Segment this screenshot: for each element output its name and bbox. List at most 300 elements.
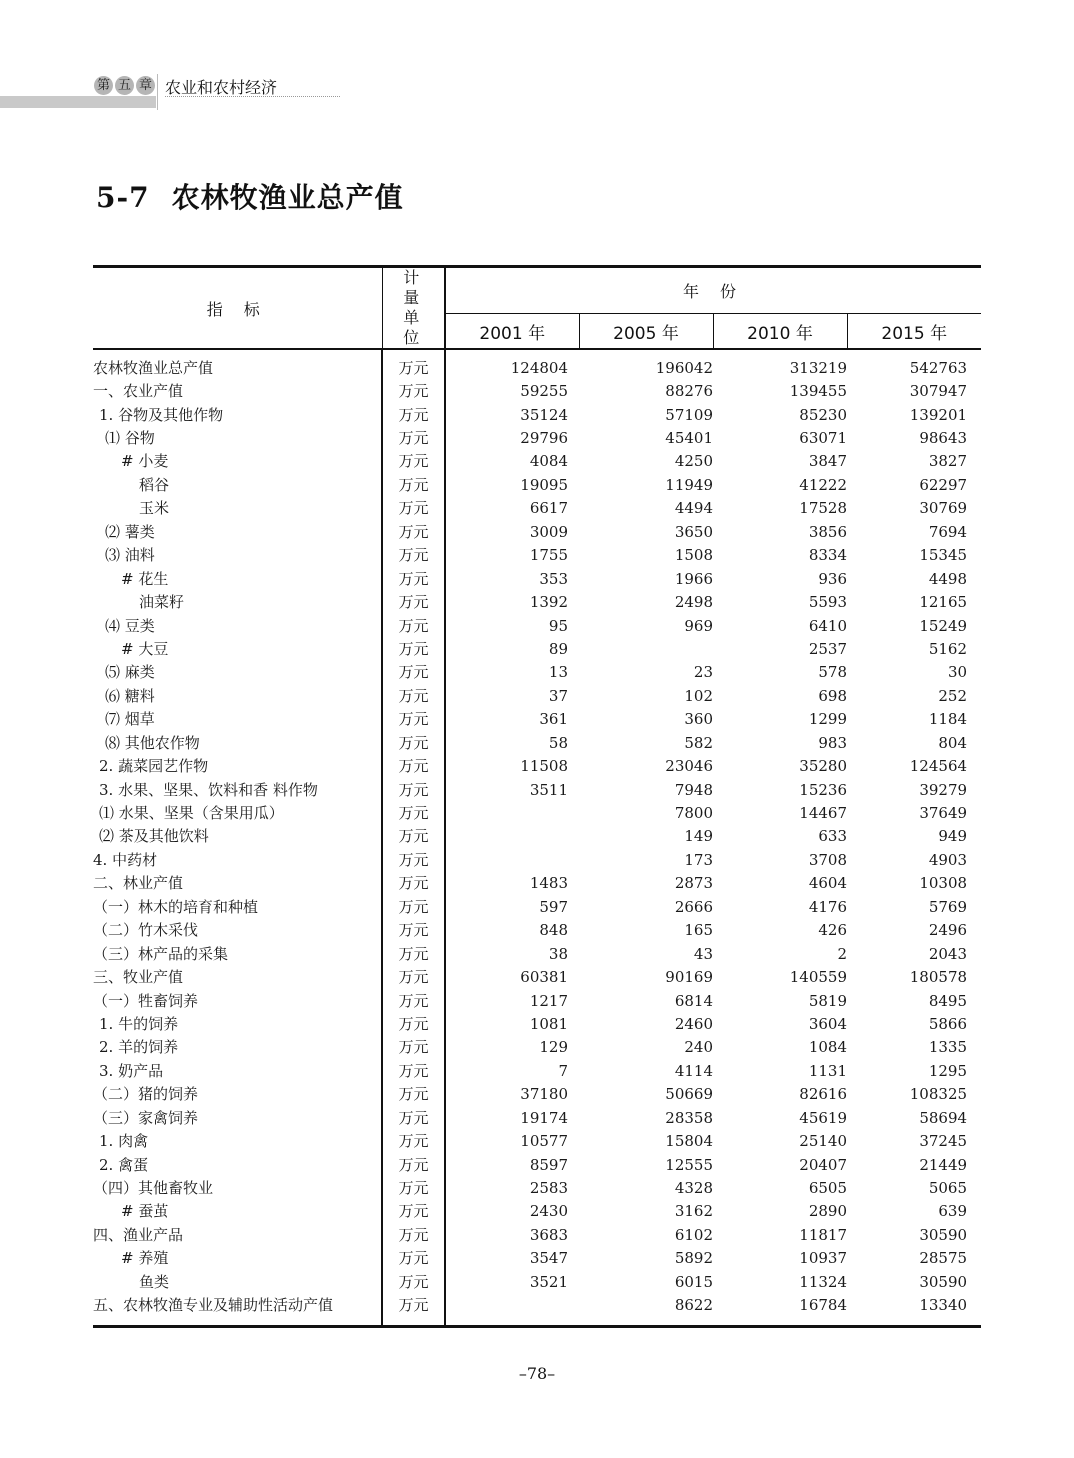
row-value: 17528 bbox=[799, 499, 847, 518]
row-value: 41222 bbox=[799, 475, 847, 494]
row-value: 45401 bbox=[665, 429, 713, 448]
row-value: 19095 bbox=[520, 475, 568, 494]
table-row bbox=[93, 497, 981, 520]
table-row bbox=[93, 1176, 981, 1199]
row-value bbox=[445, 825, 579, 848]
row-value: 3511 bbox=[529, 780, 568, 799]
row-value: 124804 bbox=[510, 358, 568, 377]
row-value: 6015 bbox=[674, 1272, 713, 1291]
row-label: 1. 牛的饲养 bbox=[99, 1014, 179, 1033]
row-unit: 万元 bbox=[382, 661, 445, 684]
row-value: 5162 bbox=[928, 639, 968, 658]
unit-header-line1: 计 量 bbox=[403, 268, 430, 307]
row-label: ⑴ 谷物 bbox=[105, 429, 155, 448]
row-value: 15804 bbox=[665, 1132, 713, 1151]
row-value: 633 bbox=[818, 827, 847, 846]
table-row bbox=[93, 848, 981, 871]
table-row bbox=[93, 426, 981, 449]
row-unit: 万元 bbox=[382, 1247, 445, 1270]
row-value: 102 bbox=[684, 686, 713, 705]
row-value: 4494 bbox=[674, 499, 713, 518]
row-value: 936 bbox=[818, 569, 847, 588]
row-value: 3827 bbox=[928, 452, 968, 471]
row-value: 23 bbox=[693, 663, 713, 682]
table-row bbox=[93, 379, 981, 402]
row-value: 361 bbox=[539, 710, 568, 729]
chapter-title: 农业和农村经济 bbox=[165, 78, 278, 97]
row-value: 969 bbox=[684, 616, 713, 635]
row-value: 4250 bbox=[674, 452, 713, 471]
row-label: ⑶ 油料 bbox=[105, 546, 155, 565]
row-unit: 万元 bbox=[382, 520, 445, 543]
row-value: 30 bbox=[947, 663, 968, 682]
row-unit: 万元 bbox=[382, 637, 445, 660]
col-header-unit bbox=[382, 267, 445, 350]
row-value: 15345 bbox=[919, 546, 968, 565]
row-value: 5892 bbox=[674, 1249, 713, 1268]
row-value: 1392 bbox=[529, 593, 568, 612]
row-value: 1508 bbox=[674, 546, 713, 565]
table-row bbox=[93, 872, 981, 895]
table-row bbox=[93, 450, 981, 473]
row-unit: 万元 bbox=[382, 1223, 445, 1246]
row-value: 2583 bbox=[529, 1179, 568, 1198]
row-label: ⑹ 糖料 bbox=[105, 686, 155, 705]
table-row bbox=[93, 708, 981, 731]
row-value: 2890 bbox=[808, 1202, 847, 1221]
row-value: 5065 bbox=[928, 1179, 968, 1198]
row-value: 2666 bbox=[674, 897, 713, 916]
row-value: 14467 bbox=[799, 804, 847, 823]
row-label: ⑷ 豆类 bbox=[105, 616, 155, 635]
row-label: 1. 谷物及其他作物 bbox=[99, 405, 224, 424]
row-value: 2537 bbox=[808, 639, 847, 658]
row-label: ⑻ 其他农作物 bbox=[105, 733, 200, 752]
row-label: （三）林产品的采集 bbox=[93, 944, 229, 963]
row-label: （二）竹木采伐 bbox=[93, 921, 199, 940]
table-row bbox=[93, 567, 981, 590]
row-value: 149 bbox=[684, 827, 713, 846]
table-row bbox=[93, 614, 981, 637]
row-unit: 万元 bbox=[382, 872, 445, 895]
row-unit: 万元 bbox=[382, 1083, 445, 1106]
table-body bbox=[93, 349, 981, 1326]
row-unit: 万元 bbox=[382, 684, 445, 707]
row-value: 582 bbox=[684, 733, 713, 752]
row-unit: 万元 bbox=[382, 942, 445, 965]
row-value: 37 bbox=[548, 686, 568, 705]
row-value: 6505 bbox=[808, 1179, 847, 1198]
row-value: 1081 bbox=[529, 1014, 568, 1033]
row-value: 37649 bbox=[919, 804, 968, 823]
row-value: 6102 bbox=[674, 1225, 713, 1244]
row-value: 3847 bbox=[808, 452, 847, 471]
row-value: 30590 bbox=[919, 1272, 968, 1291]
row-unit: 万元 bbox=[382, 848, 445, 871]
row-unit: 万元 bbox=[382, 426, 445, 449]
row-value: 1966 bbox=[674, 569, 713, 588]
row-value: 39279 bbox=[919, 780, 968, 799]
chapter-badge: 五 bbox=[115, 76, 134, 95]
col-header-year: 2015 年 bbox=[847, 314, 981, 349]
row-label: 2. 蔬菜园艺作物 bbox=[99, 757, 209, 776]
row-label: ⑵ 茶及其他饮料 bbox=[99, 827, 209, 846]
row-value: 3521 bbox=[529, 1272, 568, 1291]
row-value: 11508 bbox=[520, 757, 568, 776]
row-value: 949 bbox=[938, 827, 968, 846]
row-unit: 万元 bbox=[382, 825, 445, 848]
row-value bbox=[445, 848, 579, 871]
row-label: ⑺ 烟草 bbox=[105, 710, 155, 729]
row-label: ⑵ 薯类 bbox=[105, 522, 155, 541]
row-value: 2498 bbox=[674, 593, 713, 612]
row-value: 173 bbox=[684, 850, 713, 869]
row-value: 5819 bbox=[808, 991, 847, 1010]
row-value: 5866 bbox=[928, 1014, 968, 1033]
row-unit: 万元 bbox=[382, 1153, 445, 1176]
row-value: 1483 bbox=[529, 874, 568, 893]
row-value: 28358 bbox=[665, 1108, 713, 1127]
row-value: 848 bbox=[539, 921, 568, 940]
row-label: # 花生 bbox=[121, 569, 169, 588]
row-label: ⑸ 麻类 bbox=[105, 663, 155, 682]
row-label: 五、农林牧渔专业及辅助性活动产值 bbox=[93, 1294, 382, 1327]
row-value: 3650 bbox=[674, 522, 713, 541]
row-unit: 万元 bbox=[382, 1059, 445, 1082]
table-row bbox=[93, 1153, 981, 1176]
row-value: 8597 bbox=[529, 1155, 568, 1174]
row-value: 426 bbox=[818, 921, 847, 940]
row-value: 19174 bbox=[520, 1108, 568, 1127]
row-value: 58 bbox=[548, 733, 568, 752]
row-unit: 万元 bbox=[382, 801, 445, 824]
row-value: 3162 bbox=[674, 1202, 713, 1221]
row-unit: 万元 bbox=[382, 473, 445, 496]
row-value: 11817 bbox=[799, 1225, 847, 1244]
row-value: 13 bbox=[548, 663, 568, 682]
row-value: 2430 bbox=[529, 1202, 568, 1221]
row-value: 4328 bbox=[674, 1179, 713, 1198]
table-row bbox=[93, 895, 981, 918]
row-value: 62297 bbox=[919, 475, 968, 494]
row-value: 50669 bbox=[665, 1085, 713, 1104]
row-value: 4604 bbox=[808, 874, 847, 893]
row-value: 353 bbox=[539, 569, 568, 588]
row-value: 35280 bbox=[799, 757, 847, 776]
table-row bbox=[93, 1200, 981, 1223]
row-unit: 万元 bbox=[382, 1270, 445, 1293]
row-unit: 万元 bbox=[382, 403, 445, 426]
table-row bbox=[93, 661, 981, 684]
row-value: 7800 bbox=[674, 804, 713, 823]
row-unit: 万元 bbox=[382, 450, 445, 473]
row-label: 四、渔业产品 bbox=[93, 1225, 184, 1244]
row-value: 1299 bbox=[808, 710, 847, 729]
row-value: 240 bbox=[684, 1038, 713, 1057]
row-value: 196042 bbox=[655, 358, 713, 377]
row-value: 124564 bbox=[909, 757, 968, 776]
row-unit: 万元 bbox=[382, 965, 445, 988]
table-row bbox=[93, 942, 981, 965]
row-label: 一、农业产值 bbox=[93, 382, 184, 401]
row-value: 1131 bbox=[808, 1061, 847, 1080]
row-value: 140559 bbox=[789, 968, 847, 987]
chapter-badge: 章 bbox=[136, 76, 155, 95]
chapter-badge: 第 bbox=[94, 76, 113, 95]
row-unit: 万元 bbox=[382, 349, 445, 379]
row-value: 60381 bbox=[520, 968, 568, 987]
row-value: 2 bbox=[837, 944, 847, 963]
row-unit: 万元 bbox=[382, 731, 445, 754]
row-value: 35124 bbox=[520, 405, 568, 424]
row-value: 3547 bbox=[529, 1249, 568, 1268]
row-value: 3009 bbox=[529, 522, 568, 541]
row-unit: 万元 bbox=[382, 379, 445, 402]
row-label: 4. 中药材 bbox=[93, 850, 158, 869]
col-header-year: 2010 年 bbox=[713, 314, 847, 349]
row-value: 1335 bbox=[928, 1038, 968, 1057]
chapter-badges bbox=[94, 76, 155, 95]
table-row bbox=[93, 1129, 981, 1152]
row-value: 8622 bbox=[579, 1294, 713, 1327]
unit-header-line2: 单 位 bbox=[403, 308, 430, 347]
table-row bbox=[93, 825, 981, 848]
col-header-years: 年 份 bbox=[445, 267, 981, 314]
row-unit: 万元 bbox=[382, 590, 445, 613]
row-value: 578 bbox=[818, 663, 847, 682]
row-value: 12165 bbox=[919, 593, 968, 612]
row-value: 1295 bbox=[928, 1061, 968, 1080]
row-label: （一）牲畜饲养 bbox=[93, 991, 199, 1010]
row-value: 45619 bbox=[799, 1108, 847, 1127]
table-row bbox=[93, 1036, 981, 1059]
row-unit: 万元 bbox=[382, 544, 445, 567]
row-label: （三）家禽饲养 bbox=[93, 1108, 199, 1127]
row-value: 313219 bbox=[789, 358, 847, 377]
table-row bbox=[93, 544, 981, 567]
chapter-underline bbox=[165, 96, 340, 97]
row-value: 16784 bbox=[713, 1294, 847, 1327]
row-value: 37245 bbox=[919, 1132, 968, 1151]
row-value: 88276 bbox=[665, 382, 713, 401]
table-row bbox=[93, 919, 981, 942]
row-value: 4114 bbox=[674, 1061, 713, 1080]
row-value: 89 bbox=[548, 639, 568, 658]
table-title-text: 农林牧渔业总产值 bbox=[171, 181, 404, 214]
table-row bbox=[93, 1223, 981, 1246]
table-row bbox=[93, 965, 981, 988]
row-value: 12555 bbox=[665, 1155, 713, 1174]
row-label: 鱼类 bbox=[139, 1272, 170, 1291]
row-value: 37180 bbox=[520, 1085, 568, 1104]
row-value: 15249 bbox=[919, 616, 968, 635]
row-value: 7 bbox=[558, 1061, 568, 1080]
row-unit: 万元 bbox=[382, 1294, 445, 1327]
row-value: 2873 bbox=[674, 874, 713, 893]
row-value: 3856 bbox=[808, 522, 847, 541]
row-label: （一）林木的培育和种植 bbox=[93, 897, 259, 916]
row-value: 11949 bbox=[665, 475, 713, 494]
row-label: 3. 奶产品 bbox=[99, 1061, 164, 1080]
row-label: 三、牧业产值 bbox=[93, 968, 184, 987]
row-value: 21449 bbox=[919, 1155, 968, 1174]
table-row bbox=[93, 403, 981, 426]
table-row bbox=[93, 684, 981, 707]
row-value: 1184 bbox=[928, 710, 968, 729]
row-value: 30769 bbox=[919, 499, 968, 518]
row-value: 95 bbox=[548, 616, 568, 635]
row-value: 90169 bbox=[665, 968, 713, 987]
table-row bbox=[93, 520, 981, 543]
row-value: 5593 bbox=[808, 593, 847, 612]
row-unit: 万元 bbox=[382, 919, 445, 942]
page-number: –78– bbox=[518, 1364, 556, 1383]
row-unit: 万元 bbox=[382, 1176, 445, 1199]
row-label: （二）猪的饲养 bbox=[93, 1085, 199, 1104]
row-value: 38 bbox=[548, 944, 568, 963]
row-unit: 万元 bbox=[382, 1012, 445, 1035]
row-value: 2043 bbox=[928, 944, 968, 963]
table-row bbox=[93, 1106, 981, 1129]
table-row bbox=[93, 349, 981, 379]
row-label: 2. 羊的饲养 bbox=[99, 1038, 179, 1057]
row-label: ⑴ 水果、坚果（含果用瓜） bbox=[99, 804, 284, 823]
row-value: 30590 bbox=[919, 1225, 968, 1244]
row-value: 542763 bbox=[909, 358, 968, 377]
table-row bbox=[93, 1270, 981, 1293]
row-value: 15236 bbox=[799, 780, 847, 799]
row-value: 139201 bbox=[909, 405, 968, 424]
row-value: 98643 bbox=[919, 429, 968, 448]
row-label: # 大豆 bbox=[121, 639, 169, 658]
row-unit: 万元 bbox=[382, 1129, 445, 1152]
row-value: 2496 bbox=[928, 921, 968, 940]
row-label: 3. 水果、坚果、饮料和香 料作物 bbox=[99, 780, 318, 799]
row-value: 307947 bbox=[909, 382, 968, 401]
row-value: 165 bbox=[684, 921, 713, 940]
table-number: 5-7 bbox=[96, 181, 150, 214]
row-unit: 万元 bbox=[382, 1106, 445, 1129]
row-value: 59255 bbox=[520, 382, 568, 401]
row-value: 639 bbox=[938, 1202, 968, 1221]
row-unit: 万元 bbox=[382, 1200, 445, 1223]
table-row bbox=[93, 754, 981, 777]
chapter-separator bbox=[157, 74, 158, 110]
row-value: 129 bbox=[539, 1038, 568, 1057]
row-label: # 小麦 bbox=[121, 452, 169, 471]
row-value: 3708 bbox=[808, 850, 847, 869]
row-value: 6814 bbox=[674, 991, 713, 1010]
col-header-year: 2001 年 bbox=[445, 314, 579, 349]
row-value: 6617 bbox=[529, 499, 568, 518]
row-value: 1084 bbox=[808, 1038, 847, 1057]
row-value: 23046 bbox=[665, 757, 713, 776]
row-label: 稻谷 bbox=[139, 475, 170, 494]
row-value bbox=[579, 637, 713, 660]
row-value: 5769 bbox=[928, 897, 968, 916]
row-value: 13340 bbox=[847, 1294, 981, 1327]
row-value: 43 bbox=[693, 944, 713, 963]
row-value: 3604 bbox=[808, 1014, 847, 1033]
table-row bbox=[93, 1012, 981, 1035]
row-label: 2. 禽蛋 bbox=[99, 1155, 149, 1174]
col-header-indicator: 指 标 bbox=[93, 267, 382, 350]
row-value: 7948 bbox=[674, 780, 713, 799]
table-row bbox=[93, 473, 981, 496]
row-unit: 万元 bbox=[382, 778, 445, 801]
col-header-year: 2005 年 bbox=[579, 314, 713, 349]
row-value bbox=[445, 1294, 579, 1327]
row-label: 二、林业产值 bbox=[93, 874, 184, 893]
table-row bbox=[93, 1294, 981, 1327]
row-value: 983 bbox=[818, 733, 847, 752]
row-value: 139455 bbox=[789, 382, 847, 401]
table-row bbox=[93, 1247, 981, 1270]
data-table bbox=[93, 265, 981, 1328]
row-value: 63071 bbox=[799, 429, 847, 448]
row-value: 82616 bbox=[799, 1085, 847, 1104]
row-value: 6410 bbox=[808, 616, 847, 635]
table-row bbox=[93, 778, 981, 801]
row-unit: 万元 bbox=[382, 614, 445, 637]
row-label: 油菜籽 bbox=[139, 593, 185, 612]
row-value: 58694 bbox=[919, 1108, 968, 1127]
row-value: 804 bbox=[938, 733, 968, 752]
row-value: 29796 bbox=[520, 429, 568, 448]
row-value: 4176 bbox=[808, 897, 847, 916]
row-unit: 万元 bbox=[382, 497, 445, 520]
row-value: 180578 bbox=[909, 968, 968, 987]
row-value: 4903 bbox=[928, 850, 968, 869]
row-unit: 万元 bbox=[382, 989, 445, 1012]
table-row bbox=[93, 590, 981, 613]
row-label: 1. 肉禽 bbox=[99, 1132, 149, 1151]
row-label: （四）其他畜牧业 bbox=[93, 1179, 214, 1198]
table-title bbox=[96, 176, 404, 216]
row-value bbox=[445, 801, 579, 824]
row-value: 252 bbox=[938, 686, 968, 705]
table-row bbox=[93, 989, 981, 1012]
table-row bbox=[93, 1083, 981, 1106]
row-label: # 蚕茧 bbox=[121, 1202, 169, 1221]
row-value: 25140 bbox=[799, 1132, 847, 1151]
row-value: 1755 bbox=[529, 546, 568, 565]
row-value: 11324 bbox=[799, 1272, 847, 1291]
row-value: 28575 bbox=[919, 1249, 968, 1268]
row-value: 360 bbox=[684, 710, 713, 729]
row-unit: 万元 bbox=[382, 708, 445, 731]
row-value: 4084 bbox=[529, 452, 568, 471]
row-value: 3683 bbox=[529, 1225, 568, 1244]
table-row bbox=[93, 637, 981, 660]
table-row bbox=[93, 731, 981, 754]
row-value: 57109 bbox=[665, 405, 713, 424]
row-label: # 养殖 bbox=[121, 1249, 169, 1268]
chapter-band bbox=[0, 96, 156, 108]
row-value: 10937 bbox=[799, 1249, 847, 1268]
row-unit: 万元 bbox=[382, 895, 445, 918]
row-value: 2460 bbox=[674, 1014, 713, 1033]
row-unit: 万元 bbox=[382, 1036, 445, 1059]
row-value: 7694 bbox=[928, 522, 968, 541]
row-value: 10308 bbox=[919, 874, 968, 893]
table-row bbox=[93, 1059, 981, 1082]
row-value: 108325 bbox=[909, 1085, 968, 1104]
row-value: 1217 bbox=[529, 991, 568, 1010]
row-value: 85230 bbox=[799, 405, 847, 424]
row-value: 698 bbox=[818, 686, 847, 705]
row-value: 8334 bbox=[808, 546, 847, 565]
